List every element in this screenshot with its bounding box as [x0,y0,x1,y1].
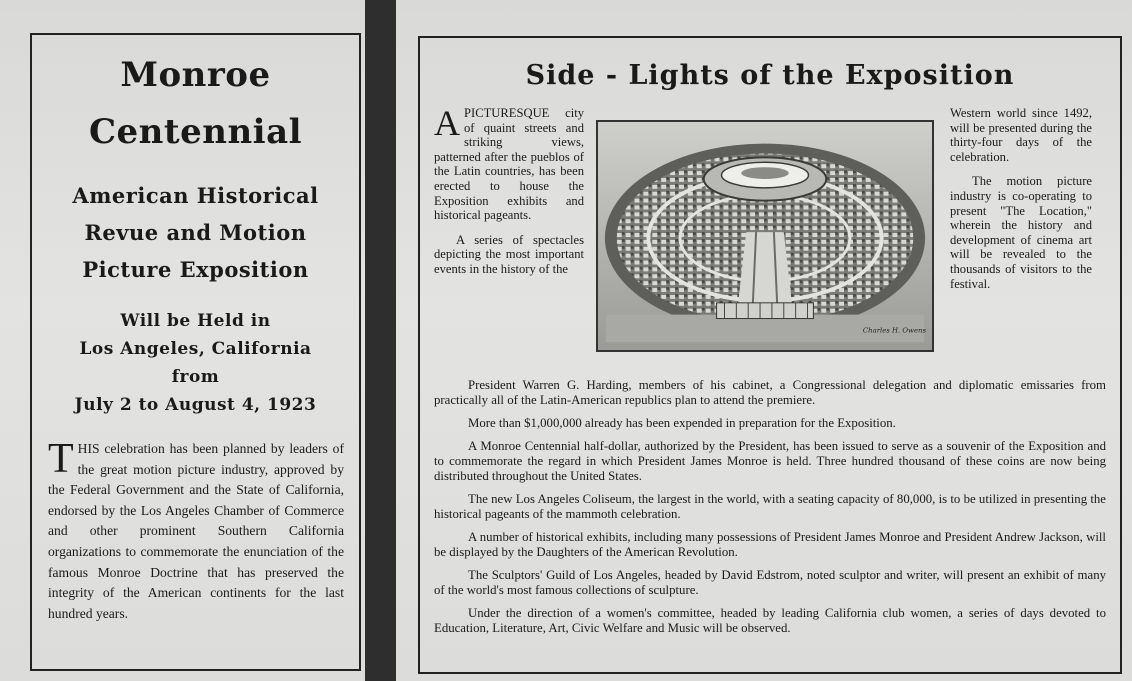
exposition-illustration [596,120,934,352]
right-page [396,0,1132,681]
event-dates: July 2 to August 4, 1923 [74,395,317,415]
left-body-paragraph: HIS celebration has been planned by leaders of the great motion picture industry, approved by the Federal Government and the State of California, endorsed by the Los Angeles Chamber of Commerce and other prominent Southern California organizations to commemorate the enunciation of the famous Monroe Doctrine that has preserved the integrity of the American continents for the last hundred years. [48,441,344,621]
left-body-dropcap: T [48,436,74,482]
body-paragraph: A Monroe Centennial half-dollar, authorized by the President, has been issued to serve as a souvenir of the Exposition and to commemorate the regard in which President James Monroe is held. Three hundred thousand of these coins are now being distributed throughout the United States. [434,439,1106,483]
held-line-3: from [171,367,220,387]
right-dropcap: A [434,103,460,143]
right-right-paragraph-2: The motion picture industry is co-operating to present "The Location," wherein the history and development of cinema art will be revealed to the thousands of visitors to the festival. [950,174,1092,291]
right-left-column [434,103,584,287]
left-page [0,0,365,681]
title-monroe: Monroe [120,55,271,95]
body-paragraph: President Warren G. Harding, members of his cabinet, a Congressional delegation and diplomatic emissaries from practically all of the Latin-American republics plan to attend the premiere. [434,378,1106,407]
right-right-column [950,106,1092,301]
right-right-paragraph-1: Western world since 1492, will be presented during the thirty-four days of the celebration. [950,106,1092,164]
body-paragraph: A number of historical exhibits, including many possessions of President James Monroe and President Andrew Jackson, will be displayed by the Daughters of the American Revolution. [434,530,1106,559]
body-paragraph: More than $1,000,000 already has been expended in preparation for the Exposition. [468,416,896,430]
right-page-title: Side - Lights of the Exposition [525,60,1015,91]
body-paragraph: The Sculptors' Guild of Los Angeles, headed by David Edstrom, noted sculptor and writer, will present an exhibit of many of the world's most famous collections of sculpture. [434,568,1106,597]
body-paragraph: Under the direction of a women's committee, headed by leading California club women, a series of days devoted to Education, Literature, Art, Civic Welfare and Music will be observed. [434,606,1106,635]
right-left-paragraph-1: PICTURESQUE city of quaint streets and striking views, patterned after the pueblos of the Latin countries, has been erected to house the Exposition exhibits and historical pageants. [434,106,584,223]
subtitle-line-3: Picture Exposition [82,257,309,282]
right-page-frame [418,36,1122,674]
right-left-paragraph-2: A series of spectacles depicting the most important events in the history of the [434,232,584,276]
subtitle-line-1: American Historical [72,183,319,208]
body-paragraph: The new Los Angeles Coliseum, the largest in the world, with a seating capacity of 80,000, is to be utilized in presenting the historical pageants of the mammoth celebration. [434,492,1106,521]
title-centennial: Centennial [88,112,303,152]
left-page-frame [30,33,361,671]
left-body-text [48,436,344,624]
illustration-signature: Charles H. Owens [862,326,927,335]
held-line-1: Will be Held in [120,311,271,331]
held-line-2: Los Angeles, California [79,339,312,359]
right-body-text [434,378,1106,644]
subtitle-line-2: Revue and Motion [84,220,307,245]
